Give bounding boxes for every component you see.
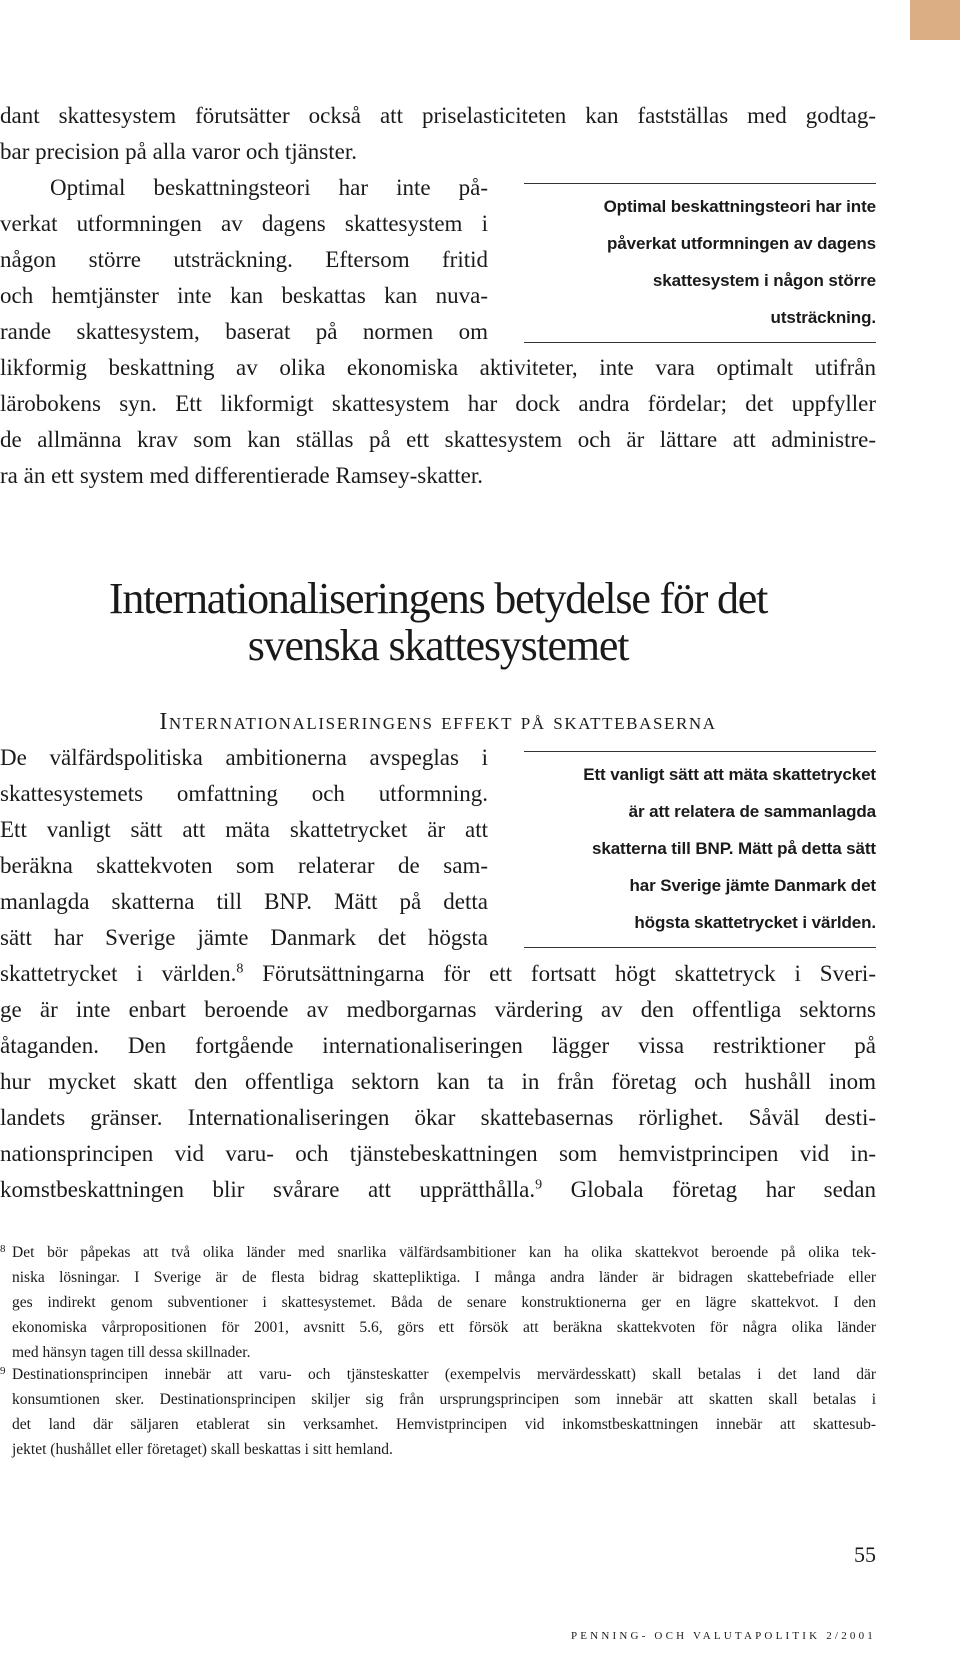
body-line: rande skattesystem, baserat på normen om [0,319,488,344]
footnote-number: 8 [0,1243,6,1255]
footnote-ref-9[interactable]: 9 [535,1177,543,1193]
pull-quote-line: skattesystem i någon större [652,271,876,290]
body-line: manlagda skatterna till BNP. Mätt på detta [0,889,488,914]
footnote-line: jektet (hushållet eller företaget) skall beskattas i sitt hemland. [12,1441,393,1458]
footnote-line: Det bör påpekas att två olika länder med snarlika välfärdsambitioner kan ha olika skattekvot beroende på olika tek- [12,1244,876,1261]
pull-quote-line: utsträckning. [770,308,876,327]
body-line: dant skattesystem förutsätter också att priselasticiteten kan fastställas med godtag- [0,103,876,128]
body-line: de allmänna krav som kan ställas på ett skattesystem och är lättare att administre- [0,427,876,452]
body-line: någon större utsträckning. Eftersom fritid [0,247,488,272]
page-number: 55 [854,1542,876,1567]
footnote-ref-8[interactable]: 8 [236,961,244,977]
body-line: verkat utformningen av dagens skattesystem i [0,211,488,236]
pull-quote-1 [524,183,876,343]
pull-quote-line: skatterna till BNP. Mätt på detta sätt [591,839,876,858]
pull-quote-line: Ett vanligt sätt att mäta skattetrycket [583,765,876,784]
body-line: komstbeskattningen blir svårare att upprätthålla.$^9$ Globala företag har sedan [0,1177,876,1202]
body-line: De välfärdspolitiska ambitionerna avspeglas i [0,745,488,770]
footnote-line: ges indirekt genom subventioner i skattesystemet. Båda de senare konstruktionerna ger en lägre skattekvot. I den [12,1294,876,1311]
subsection-heading: Internationaliseringens effekt på skattebaserna [159,709,717,735]
footnote-8 [0,1240,876,1365]
running-footer: PENNING- OCH VALUTAPOLITIK 2/2001 [570,1630,876,1642]
footnote-line: niska lösningar. I Sverige är de flesta bidrag skattepliktiga. I många andra länder är bidragen skattebefriade eller [12,1269,876,1286]
footnote-line: med hänsyn tagen till dessa skillnader. [12,1344,251,1361]
body-line: ra än ett system med differentierade Ramsey-skatter. [0,463,484,488]
body-line: hur mycket skatt den offentliga sektorn kan ta in från företag och hushåll inom [0,1069,876,1094]
body-line: och hemtjänster inte kan beskattas kan nuva- [0,283,488,308]
footnote-line: konsumtionen sker. Destinationsprincipen skiljer sig från ursprungsprincipen som innebär att skatten skall betalas i [12,1391,876,1408]
body-line: Ett vanligt sätt att mäta skattetrycket är att [0,817,488,842]
body-line: åtaganden. Den fortgående internationaliseringen lägger vissa restriktioner på [0,1033,876,1058]
body-line: ge är inte enbart beroende av medborgarnas värdering av den offentliga sektorns [0,997,876,1022]
body-line: landets gränser. Internationaliseringen ökar skattebasernas rörlighet. Såväl desti- [0,1105,876,1130]
body-line: skattetrycket i världen.$^8$ Förutsättningarna för ett fortsatt högt skattetryck i Sveri- [0,961,876,986]
body-line: lärobokens syn. Ett likformigt skattesystem har dock andra fördelar; det uppfyller [0,391,876,416]
corner-color-tab [910,0,960,40]
section-heading-line-2: svenska skattesystemet [247,621,629,670]
footnote-line: Destinationsprincipen innebär att varu- och tjänsteskatter (exempelvis mervärdesskatt) skall betalas i det land där [12,1366,876,1383]
body-line: bar precision på alla varor och tjänster. [0,139,357,164]
footnote-line: det land där säljaren etablerat sin verksamhet. Hemvistprincipen vid inkomstbeskattningen innebär att skattesub- [12,1416,876,1433]
section-heading-line-1: Internationaliseringens betydelse för det [108,574,768,623]
footnote-line: ekonomiska vårpropositionen för 2001, avsnitt 5.6, görs ett försök att beräkna skattekvoten för några olika länder [12,1319,876,1336]
body-line: sätt har Sverige jämte Danmark det högsta [0,925,488,950]
pull-quote-line: påverkat utformningen av dagens [607,234,876,253]
pull-quote-line: är att relatera de sammanlagda [628,802,876,821]
pull-quote-2 [524,751,876,948]
footnote-9 [0,1362,876,1462]
body-line: likformig beskattning av olika ekonomiska aktiviteter, inte vara optimalt utifrån [0,355,876,380]
pull-quote-line: högsta skattetrycket i världen. [634,913,876,932]
body-line: beräkna skattekvoten som relaterar de sam- [0,853,488,878]
pull-quote-line: Optimal beskattningsteori har inte [603,197,876,216]
body-line: nationsprincipen vid varu- och tjänstebeskattningen som hemvistprincipen vid in- [0,1141,876,1166]
pull-quote-line: har Sverige jämte Danmark det [629,876,876,895]
footnote-number: 9 [0,1365,6,1377]
body-line: Optimal beskattningsteori har inte på- [50,175,488,200]
body-line: skattesystemets omfattning och utformning. [0,781,488,806]
